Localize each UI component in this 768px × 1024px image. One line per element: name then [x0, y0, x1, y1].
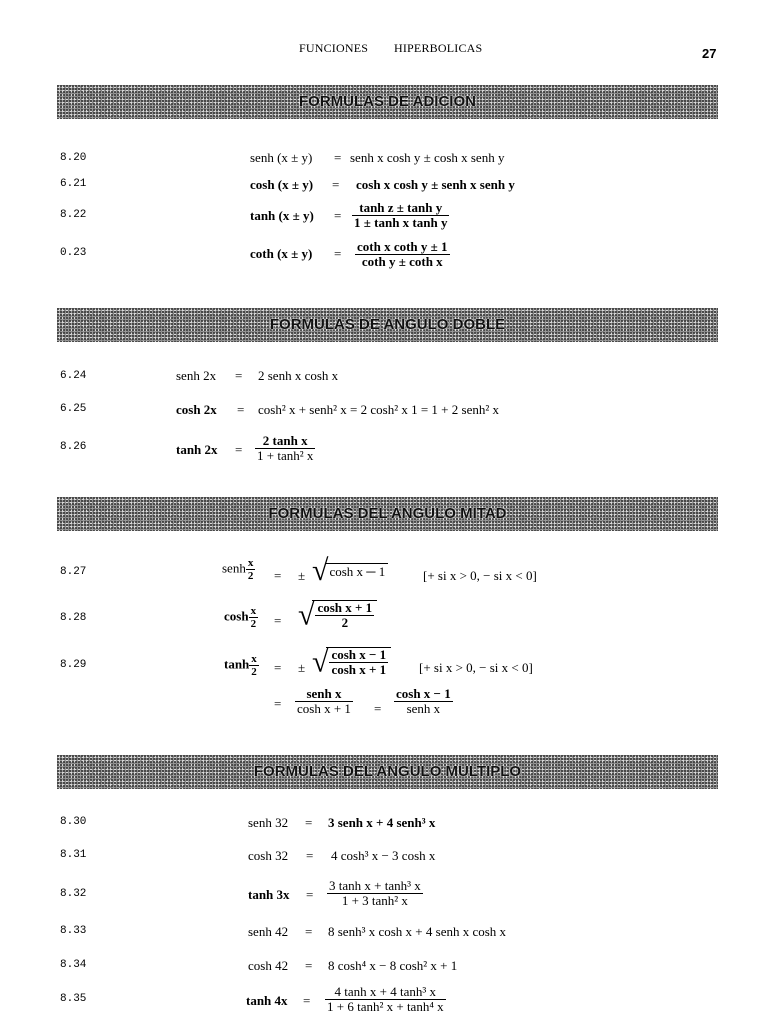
formula-lhs: tanh (x ± y) — [250, 208, 314, 223]
section-band-angulo-doble — [57, 308, 718, 342]
formula-eq: = — [305, 958, 313, 973]
formula-fraction: $\frac{\text{3 tanh x + tanh³ x}}{\text{1 + 3 tanh² x}}$ — [329, 878, 421, 909]
formula-fraction: $\frac{\text{4 tanh x + 4 tanh³ x}}{\text{1 + 6 tanh² x + tanh⁴ x}}$ — [327, 984, 444, 1015]
formula-eq: = — [274, 660, 282, 675]
formula-number: 6.25 — [60, 403, 87, 415]
formula-number: 8.28 — [60, 612, 87, 624]
formula-number: 8.26 — [60, 441, 87, 453]
section-band-angulo-mitad — [57, 497, 718, 531]
section-title: FORMULAS DE ADICION — [299, 93, 476, 110]
page-number: 27 — [702, 46, 717, 61]
formula-eq: = — [303, 993, 311, 1008]
formula-rhs: cosh² x + senh² x = 2 cosh² x 1 = 1 + 2 senh² x — [258, 402, 499, 417]
section-title: FORMULAS DE ANGULO DOBLE — [269, 316, 506, 333]
formula-number: 6.21 — [60, 178, 87, 190]
formula-condition: [+ si x > 0, − si x < 0] — [419, 660, 533, 675]
formula-number: 8.35 — [60, 993, 87, 1005]
section-band-adicion — [57, 85, 718, 119]
formula-number: 8.32 — [60, 888, 87, 900]
formula-number: 8.31 — [60, 849, 87, 861]
formula-eq: = — [334, 208, 342, 223]
formula-eq: = — [374, 701, 382, 716]
formula-number: 8.29 — [60, 659, 87, 671]
formula-lhs: cosh 42 — [248, 958, 289, 973]
formula-lhs: cosh (x ± y) — [250, 177, 314, 192]
formula-rhs: 8 cosh⁴ x − 8 cosh² x + 1 — [328, 958, 458, 973]
formula-eq: = — [334, 150, 342, 165]
section-band-angulo-multiplo — [57, 755, 718, 789]
formula-eq: = — [274, 613, 282, 628]
formula-fraction: $\frac{\text{coth x coth y ± 1}}{\text{coth y ± coth x}}$ — [357, 239, 448, 270]
formula-condition: [+ si x > 0, − si x < 0] — [423, 568, 537, 583]
formula-rhs: 3 senh x + 4 senh³ x — [328, 815, 436, 830]
section-title: FORMULAS DEL ANGULO MULTIPLO — [253, 763, 522, 780]
formula-lhs: tanh $\frac{x}{2}$ — [224, 653, 257, 679]
formula-lhs: senh $\frac{x}{2}$ — [222, 557, 254, 583]
formula-fraction: $\frac{\text{2 tanh x}}{\text{1 + tanh² x}}$ — [257, 433, 314, 464]
formula-eq: = — [334, 246, 342, 261]
formula-rhs: 4 cosh³ x − 3 cosh x — [331, 848, 436, 863]
formula-lhs: senh 2x — [176, 368, 217, 383]
formula-number: 8.34 — [60, 959, 87, 971]
formula-rhs: senh x cosh y ± cosh x senh y — [350, 150, 505, 165]
formula-number: 8.30 — [60, 816, 87, 828]
formula-lhs: tanh 2x — [176, 442, 218, 457]
formula-lhs: senh (x ± y) — [250, 150, 313, 165]
section-title: FORMULAS DEL ANGULO MITAD — [268, 505, 507, 522]
formula-sqrt: √cosh x ─ 1 — [312, 556, 388, 586]
header-center: HIPERBOLICAS — [394, 41, 483, 55]
formula-rhs: cosh x cosh y ± senh x senh y — [356, 177, 515, 192]
formula-fraction: $\frac{\text{cosh x − 1}}{\text{senh x}}$ — [396, 686, 451, 717]
formula-eq: = — [332, 177, 340, 192]
formula-rhs: 8 senh³ x cosh x + 4 senh x cosh x — [328, 924, 507, 939]
formula-eq: = — [305, 815, 313, 830]
header-left: FUNCIONES — [299, 41, 369, 55]
formula-lhs: tanh 3x — [248, 887, 290, 902]
formula-rhs: 2 senh x cosh x — [258, 368, 339, 383]
formula-number: 6.24 — [60, 370, 87, 382]
formula-fraction: $\frac{\text{tanh z ± tanh y}}{\text{1 ± tanh x tanh y}}$ — [354, 200, 448, 231]
formula-lhs: senh 32 — [248, 815, 289, 830]
formula-eq: = — [237, 402, 245, 417]
formula-number: 8.20 — [60, 152, 87, 164]
formula-eq: = — [274, 696, 282, 711]
formula-lhs: coth (x ± y) — [250, 246, 313, 261]
formula-eq: = — [235, 442, 243, 457]
formula-fraction: $\frac{\text{senh x}}{\text{cosh x + 1}}$ — [297, 686, 351, 717]
formula-number: 8.22 — [60, 209, 87, 221]
formula-lhs: senh 42 — [248, 924, 289, 939]
formula-eq: = — [235, 368, 243, 383]
formula-lhs: cosh $\frac{x}{2}$ — [224, 605, 257, 631]
formula-pm: ± — [298, 568, 306, 583]
formula-eq: = — [306, 848, 314, 863]
formula-eq: = — [274, 568, 282, 583]
formula-eq: = — [306, 887, 314, 902]
formula-number: 8.33 — [60, 925, 87, 937]
formula-pm: ± — [298, 660, 306, 675]
formula-eq: = — [305, 924, 313, 939]
formula-sqrt: √ $\frac{\text{cosh x − 1}}{\text{cosh x + 1}}$ — [312, 647, 391, 678]
formula-lhs: tanh 4x — [246, 993, 288, 1008]
formula-number: 8.27 — [60, 566, 87, 578]
formula-sqrt: √ $\frac{\text{cosh x + 1}}{2}$ — [298, 600, 377, 631]
formula-lhs: cosh 32 — [248, 848, 289, 863]
formula-lhs: cosh 2x — [176, 402, 217, 417]
formula-number: 0.23 — [60, 247, 87, 259]
